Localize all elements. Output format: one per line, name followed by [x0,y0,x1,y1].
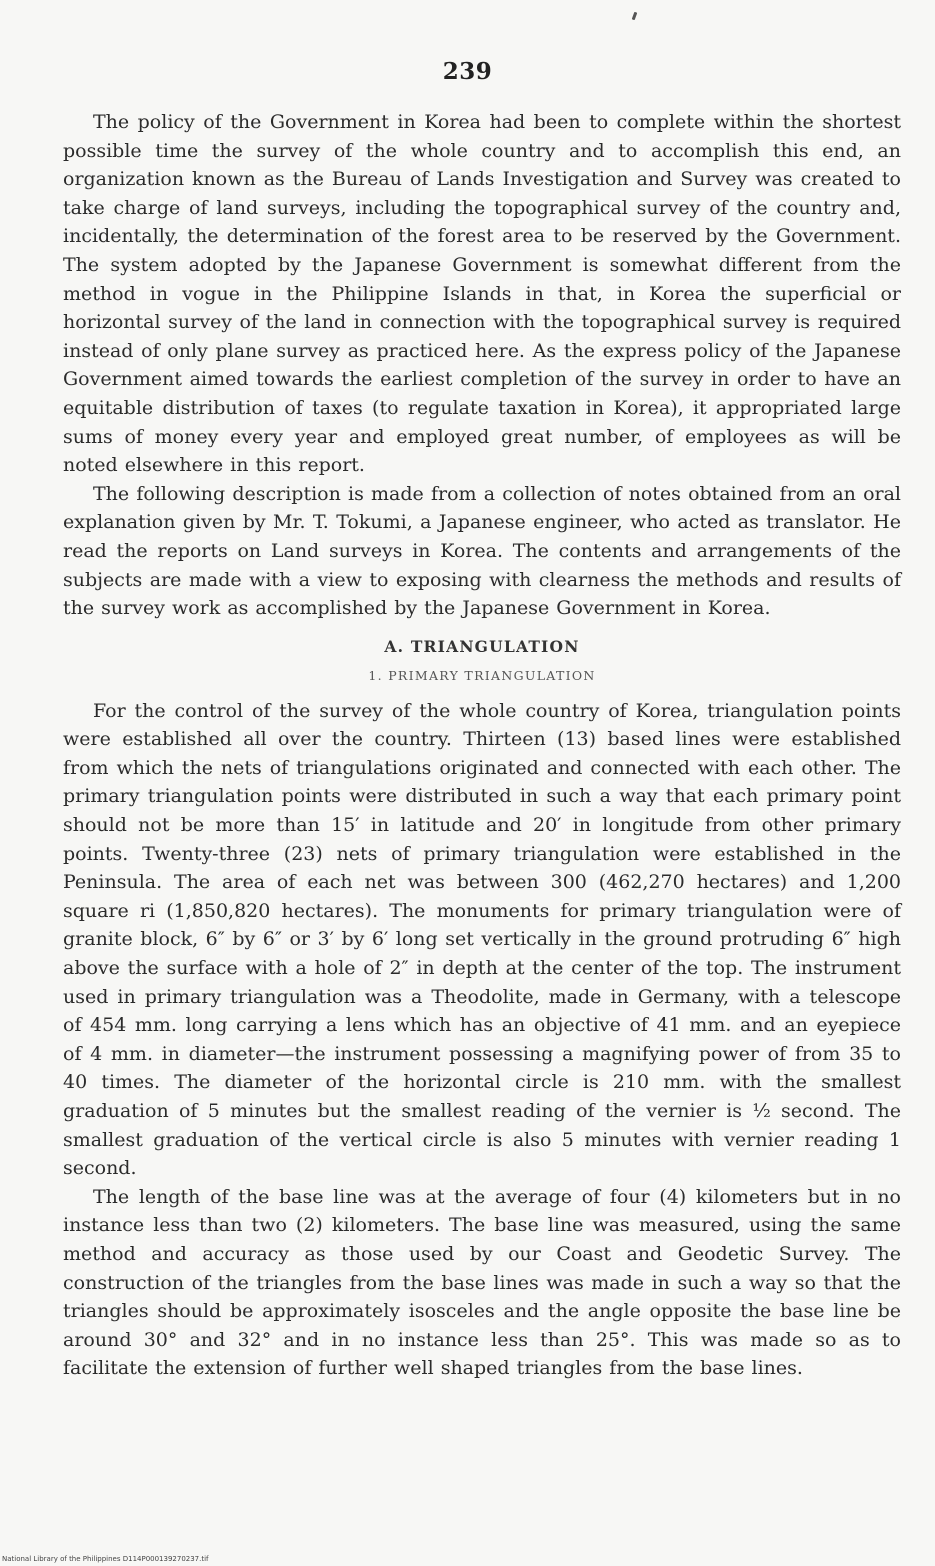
body-text [63,108,901,1383]
paragraph-base-line: The length of the base line was at the average of four (4) kilometers but in no instance less than two (2) kilometers. The base line was measured, using the same method and accuracy as those used by our Coast and Geodetic Survey. The construction of the triangles from the base lines was made in such a way so that the triangles should be approximately isosceles and the angle opposite the base line be around 30° and 32° and in no instance less than 25°. This was made so as to facilitate the extension of further well shaped triangles from the base lines. [63,1185,901,1380]
paragraph-primary-triangulation: For the control of the survey of the whole country of Korea, triangulation points were established all over the country. Thirteen (13) based lines were established from which the nets of triangulations originated and connected with each other. The primary triangulation points were distributed in such a way that each primary point should not be more than 15′ in latitude and 20′ in longitude from other primary points. Twenty-three (23) nets of primary triangulation were established in the Peninsula. The area of each net was between 300 (462,270 hectares) and 1,200 square ri (1,850,820 hectares). The monuments for primary triangulation were of granite block, 6″ by 6″ or 3′ by 6′ long set vertically in the ground protruding 6″ high above the surface with a hole of 2″ in depth at the center of the top. The instrument used in primary triangulation was a Theodolite, made in Germany, with a telescope of 454 mm. long carrying a lens which has an objective of 41 mm. and an eyepiece of 4 mm. in diameter—the instrument possessing a magnifying power of from 35 to 40 times. The diameter of the horizontal circle is 210 mm. with the smallest graduation of 5 minutes but the smallest reading of the vernier is ½ second. The smallest graduation of the vertical circle is also 5 minutes with vernier reading 1 second. [63,699,901,1180]
section-heading: A. TRIANGULATION [384,636,580,656]
scan-speck [632,12,638,21]
paragraph-description: The following description is made from a collection of notes obtained from an oral explanation given by Mr. T. Tokumi, a Japanese engineer, who acted as translator. He read the reports on Land surveys in Korea. The contents and arrangements of the subjects are made with a view to exposing with clearness the methods and results of the survey work as accomplished by the Japanese Government in Korea. [63,482,901,620]
subsection-heading: 1. PRIMARY TRIANGULATION [368,667,596,683]
paragraph-policy: The policy of the Government in Korea had been to complete within the shortest possible time the survey of the whole country and to accomplish this end, an organization known as the Bureau of Lands Investigation and Survey was created to take charge of land surveys, including the topographical survey of the country and, incidentally, the determination of the forest area to be reserved by the Government. The system adopted by the Japanese Government is somewhat different from the method in vogue in the Philippine Islands in that, in Korea the superficial or horizontal survey of the land in connection with the topographical survey is required instead of only plane survey as practiced here. As the express policy of the Japanese Government aimed towards the earliest completion of the survey in order to have an equitable distribution of taxes (to regulate taxation in Korea), it appropriated large sums of money every year and employed great number, of employees as will be noted elsewhere in this report. [63,111,901,477]
scan-footer: National Library of the Philippines D114P000139270237.tif [2,1555,209,1563]
page-number: 239 [442,58,493,85]
